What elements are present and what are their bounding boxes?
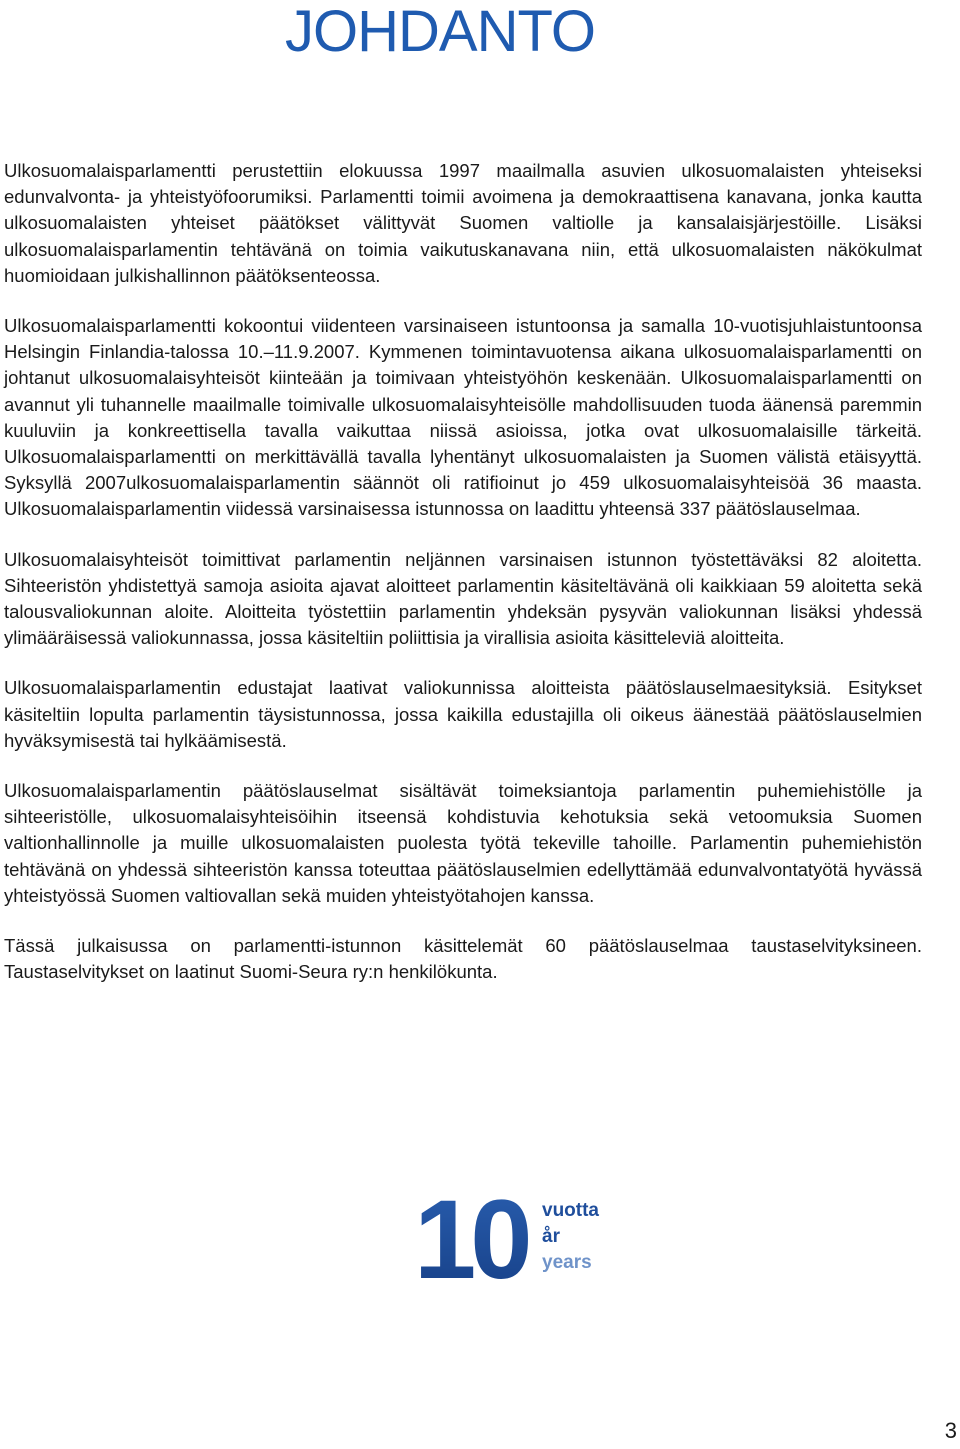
- logo-text-years: years: [542, 1252, 592, 1273]
- paragraph: Ulkosuomalaisparlamentti kokoontui viidenteen varsinaiseen istuntoonsa ja samalla 10-vuotisjuhlaistuntoonsa Helsingin Finlandia-talossa 10.–11.9.2007. Kymmenen toimintavuotensa aikana ulkosuomalaisparlamentti on johtanut ulkosuomalaisyhteisöt kiinteään ja toimivaan yhteistyöhön keskenään. Ulkosuomalaisparlamentti on avannut yli tuhannelle maailmalle toimivalle ulkosuomalaisyhteisölle mahdollisuuden tuoda äänensä paremmin kuuluviin ja konkreettisella tavalla vaikuttaa niissä asioissa, jotka ovat ulkosuomalaisille tärkeitä. Ulkosuomalaisparlamentti on merkittävällä tavalla lyhentänyt ulkosuomalaisten ja Suomen välistä etäisyyttä. Syksyllä 2007ulkosuomalaisparlamentin säännöt oli ratifioinut jo 459 ulkosuomalaisyhteisöä 36 maasta. Ulkosuomalaisparlamentin viidessä varsinaisessa istunnossa on laadittu yhteensä 337 päätöslauselmaa.: [4, 315, 922, 520]
- logo-number: 10: [414, 1180, 527, 1290]
- body-text: [4, 158, 922, 1009]
- anniversary-logo: [414, 1180, 604, 1290]
- logo-text-ar: år: [542, 1226, 560, 1247]
- paragraph: Ulkosuomalaisparlamentti perustettiin elokuussa 1997 maailmalla asuvien ulkosuomalaisten yhteiseksi edunvalvonta- ja yhteistyöfoorumiksi. Parlamentti toimii avoimena ja demokraattisena kanavana, jonka kautta ulkosuomalaisten yhteiset päätökset välittyvät Suomen valtiolle ja kansalaisjärjestöille. Lisäksi ulkosuomalaisparlamentin tehtävänä on toimia vaikutuskanavana niin, että ulkosuomalaisten näkökulmat huomioidaan julkishallinnon päätöksenteossa.: [4, 160, 922, 286]
- page-number: 3: [944, 1418, 957, 1443]
- anniversary-logo-graphic: [414, 1180, 604, 1290]
- paragraph: Ulkosuomalaisparlamentin edustajat laativat valiokunnissa aloitteista päätöslauselmaesityksiä. Esitykset käsiteltiin lopulta parlamentin täysistunnossa, jossa kaikilla edustajilla oli oikeus äänestää päätöslauselmien hyväksymisestä tai hylkäämisestä.: [4, 677, 922, 751]
- page-title: JOHDANTO: [285, 0, 595, 64]
- paragraph: Tässä julkaisussa on parlamentti-istunnon käsittelemät 60 päätöslauselmaa taustaselvityksineen. Taustaselvitykset on laatinut Suomi-Seura ry:n henkilökunta.: [4, 935, 922, 983]
- paragraph: Ulkosuomalaisparlamentin päätöslauselmat sisältävät toimeksiantoja parlamentin puhemiehistölle ja sihteeristölle, ulkosuomalaisyhteisöihin itseensä kohdistuvia kehotuksia sekä vetoomuksia Suomen valtionhallinnolle ja muille ulkosuomalaisten puolesta työtä tekeville tahoille. Parlamentin puhemiehistön tehtävänä on yhdessä sihteeristön kanssa toteuttaa päätöslauselmien edellyttämää edunvalvontatyötä hyvässä yhteistyössä Suomen valtiovallan sekä muiden yhteistyötahojen kanssa.: [4, 780, 922, 906]
- paragraph: Ulkosuomalaisyhteisöt toimittivat parlamentin neljännen varsinaisen istunnon työstettäväksi 82 aloitetta. Sihteeristön yhdistettyä samoja asioita ajavat aloitteet parlamentin käsiteltävänä oli kaikkiaan 59 aloitetta sekä talousvaliokunnan aloite. Aloitteita työstettiin parlamentin yhdeksän pysyvän valiokunnan lisäksi yhdessä ylimääräisessä valiokunnassa, jossa käsiteltiin poliittisia ja virallisia asioita käsitteleviä aloitteita.: [4, 548, 922, 649]
- logo-text-vuotta: vuotta: [542, 1200, 599, 1221]
